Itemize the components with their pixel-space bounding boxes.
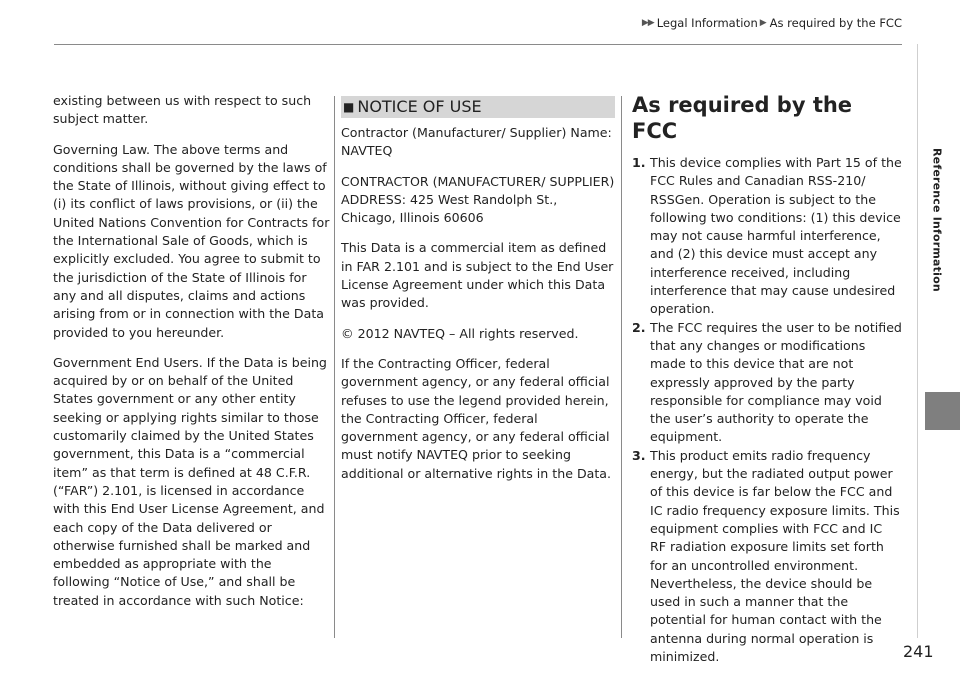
list-item bbox=[632, 447, 902, 667]
paragraph-government-end-users: Government End Users. If the Data is being acquired by or on behalf of the United States government or any other entity seeking or applying rights similar to those customarily claimed by the United States government, this Data is a “commercial item” as that term is defined at 48 C.F.R. (“FAR”) 2.101, is licensed in accordance with this End User License Agreement, and each copy of the Data delivered or otherwise furnished shall be marked and embedded as appropriate with the following “Notice of Use,” and shall be treated in accordance with such Notice: bbox=[53, 354, 327, 608]
paragraph-contractor-name: Contractor (Manufacturer/ Supplier) Name: NAVTEQ bbox=[341, 125, 612, 159]
paragraph-governing-law: Governing Law. The above terms and conditions shall be governed by the laws of the State of Illinois, without giving effect to (i) its conflict of laws provisions, or (ii) the United Nations Convention for Contracts for the International Sale of Goods, which is explicitly excluded. You agree to submit to the jurisdiction of the State of Illinois for any and all disputes, claims and actions arising from or in connection with the Data provided to you hereunder. bbox=[53, 141, 330, 340]
list-item-number: 3. bbox=[632, 447, 646, 463]
column-divider bbox=[334, 96, 335, 638]
section-tab-label: Reference Information bbox=[930, 148, 944, 292]
paragraph-contractor-address: CONTRACTOR (MANUFACTURER/ SUPPLIER) ADDRESS: 425 West Randolph St., Chicago, Illinois 60606 bbox=[341, 173, 615, 226]
column-notice-of-use bbox=[341, 92, 615, 495]
paragraph-copyright: © 2012 NAVTEQ – All rights reserved. bbox=[341, 325, 579, 341]
list-item-number: 2. bbox=[632, 319, 646, 335]
paragraph-commercial-item: This Data is a commercial item as defined in FAR 2.101 and is subject to the End User License Agreement under which this Data was provided. bbox=[341, 240, 614, 311]
column-divider bbox=[621, 96, 622, 638]
list-item-text: The FCC requires the user to be notified that any changes or modifications made to this device that are not expressly approved by the party responsible for compliance may void the user’s authority to operate the equipment. bbox=[650, 319, 902, 445]
list-item-number: 1. bbox=[632, 155, 646, 170]
square-bullet-icon: ■ bbox=[343, 99, 355, 114]
list-item bbox=[632, 154, 902, 319]
section-title: As required by the FCC bbox=[632, 93, 853, 143]
breadcrumb-legal-information[interactable]: Legal Information bbox=[656, 16, 758, 30]
arrow-icon: ▶ bbox=[759, 18, 767, 28]
breadcrumb bbox=[0, 0, 902, 46]
breadcrumb-current-section: As required by the FCC bbox=[769, 16, 902, 30]
notice-of-use-heading bbox=[341, 96, 615, 118]
list-item bbox=[632, 319, 902, 447]
header-divider bbox=[54, 44, 902, 45]
column-fcc bbox=[632, 92, 902, 666]
list-item-text: This product emits radio frequency energy, but the radiated output power of this device is far below the FCC and IC radio frequency exposure limits. This equipment complies with FCC and IC RF radiation exposure limits set forth for an uncontrolled environment. Nevertheless, the device should be used in such a manner that the potential for human contact with the antenna during normal operation is minimized. bbox=[650, 447, 900, 665]
paragraph-contracting-officer: If the Contracting Officer, federal government agency, or any federal official refuses to use the legend provided herein, the Contracting Officer, federal government agency, or any federal official must notify NAVTEQ prior to seeking additional or alternative rights in the Data. bbox=[341, 355, 612, 481]
column-legal-text bbox=[53, 92, 331, 622]
sidebar-divider bbox=[917, 44, 918, 638]
section-tab-marker[interactable] bbox=[925, 392, 960, 430]
notice-heading-text: NOTICE OF USE bbox=[357, 96, 482, 116]
paragraph: existing between us with respect to such subject matter. bbox=[53, 93, 312, 127]
double-arrow-icon: ▶▶ bbox=[641, 18, 654, 28]
fcc-statement-list bbox=[632, 154, 902, 666]
page-number: 241 bbox=[903, 642, 934, 661]
list-item-text: This device complies with Part 15 of the FCC Rules and Canadian RSS-210/ RSSGen. Operation is subject to the following two conditions: (1) this device may not cause harmful interference, and (2) this device must accept any interference received, including interference that may cause undesired operation. bbox=[650, 155, 902, 317]
